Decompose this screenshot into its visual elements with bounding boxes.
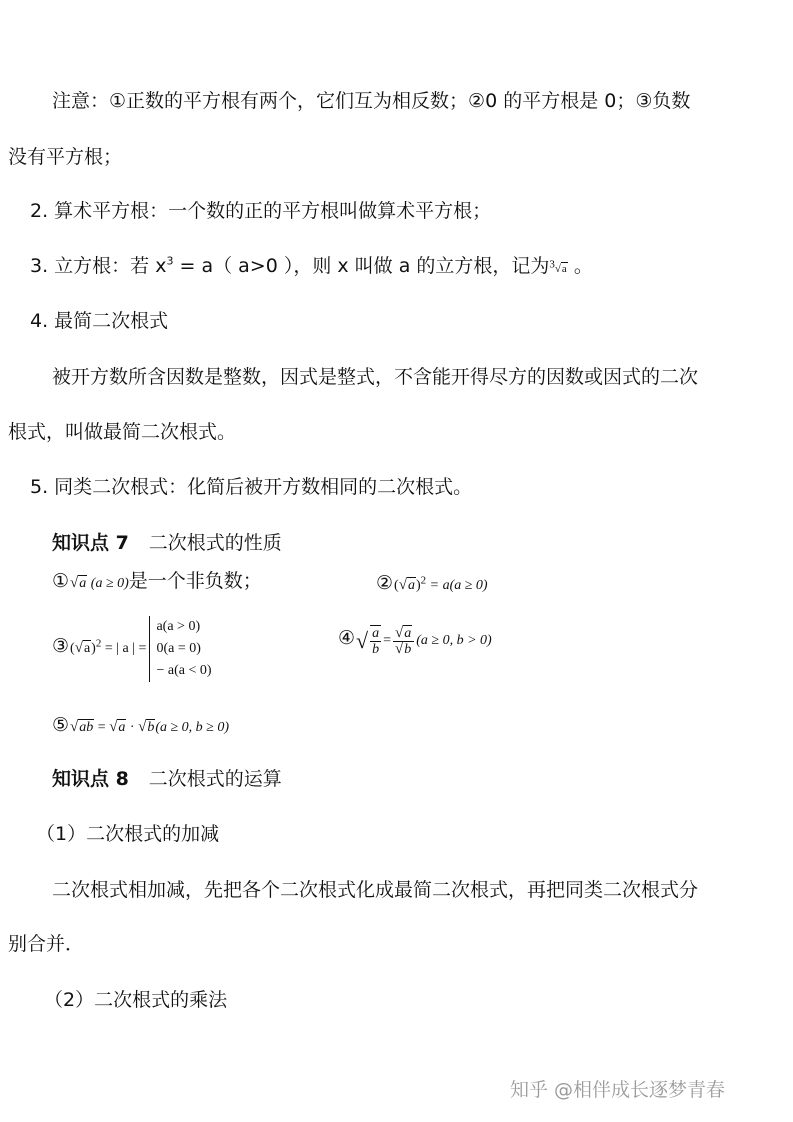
subsection-1-title: （1）二次根式的加减	[36, 823, 220, 845]
zhihu-watermark: 知乎 @相伴成长逐梦青春	[510, 1079, 726, 1101]
kp7-title: 二次根式的性质	[148, 532, 282, 554]
note-line-1: 注意：①正数的平方根有两个，它们互为相反数；②0 的平方根是 0；③负数	[52, 90, 691, 112]
property-3-marker: ③	[52, 635, 70, 658]
cube-root-radicand: a	[561, 263, 567, 275]
property-3-equals: = | a | =	[104, 641, 147, 657]
item-3-exponent: 3	[166, 254, 174, 268]
property-2-marker: ②	[376, 572, 394, 594]
case-zero: 0(a = 0)	[156, 641, 201, 656]
property-3-cases	[149, 616, 211, 682]
item-2-arithmetic-square-root: 2. 算术平方根：一个数的正的平方根叫做算术平方根；	[30, 200, 492, 222]
property-2: $②(√a)^2 = a(a \ge 0)$	[376, 572, 488, 594]
property-5: ⑤√ab = √a · √b(a ≥ 0, b ≥ 0)	[52, 714, 230, 736]
property-1-marker: ①	[52, 570, 70, 592]
item-3-cube-root	[30, 253, 593, 282]
property-5-marker: ⑤	[52, 714, 70, 736]
property-1-text: 是一个非负数；	[128, 570, 262, 592]
cube-root-symbol: $^3$√a	[549, 258, 567, 275]
property-2-rhs: = a(a ≥ 0)	[429, 578, 488, 593]
item-5-like-radicals: 5. 同类二次根式：化简后被开方数相同的二次根式。	[30, 476, 473, 498]
item-4-line-2: 根式，叫做最简二次根式。	[8, 421, 237, 443]
property-3: $③(√a)^2$ = | a | = a(a > 0) 0(a = 0) − a(a < 0)	[52, 616, 212, 682]
item-3-prefix: 3. 立方根：若 x	[30, 255, 167, 277]
item-3-mid: = a（ a>0 ），则 x 叫做 a 的立方根，记为	[173, 255, 550, 277]
note-line-2: 没有平方根；	[8, 146, 123, 168]
cube-root-index: 3	[549, 258, 555, 271]
property-4-condition: (a ≥ 0, b > 0)	[416, 633, 492, 649]
kp8-label: 知识点 8	[52, 768, 129, 790]
property-1: ①√a (a ≥ 0)是一个非负数；	[52, 570, 262, 592]
knowledge-point-8-heading	[52, 766, 282, 792]
property-4: ④√ $\frac{a}{b}$ = $\frac{√a}{√b}$ (a ≥ 0, b > 0)	[338, 624, 492, 657]
subsection-1-line-1: 二次根式相加减，先把各个二次根式化成最简二次根式，再把同类二次根式分	[52, 879, 699, 901]
case-negative: − a(a < 0)	[156, 663, 212, 678]
kp7-label: 知识点 7	[52, 532, 129, 554]
subsection-2-title: （2）二次根式的乘法	[44, 989, 228, 1011]
property-1-condition: (a ≥ 0)	[90, 576, 129, 591]
item-4-line-1: 被开方数所含因数是整数，因式是整式，不含能开得尽方的因数或因式的二次	[52, 366, 699, 388]
item-4-title: 4. 最简二次根式	[30, 310, 169, 332]
property-5-condition: (a ≥ 0, b ≥ 0)	[155, 720, 230, 735]
subsection-1-line-2: 别合并．	[8, 933, 85, 955]
item-3-end: 。	[567, 255, 593, 277]
property-4-marker: ④	[338, 627, 356, 650]
kp8-title: 二次根式的运算	[148, 768, 282, 790]
case-positive: a(a > 0)	[156, 619, 201, 634]
knowledge-point-7-heading	[52, 530, 282, 556]
